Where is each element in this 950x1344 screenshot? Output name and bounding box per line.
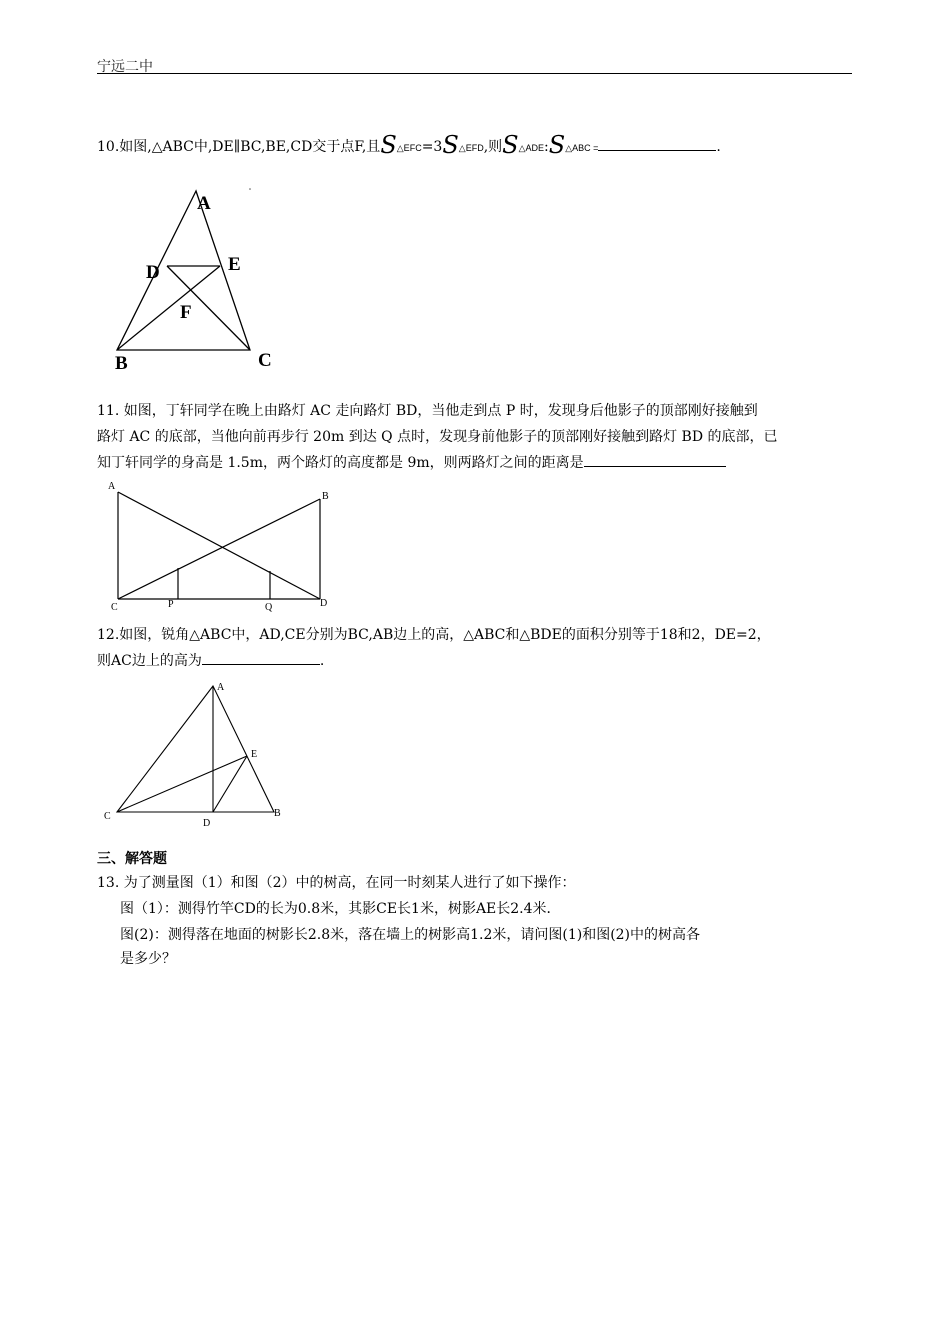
question-12-line-2 [97, 648, 324, 674]
question-10-text [97, 132, 721, 161]
question-11-line-2: 路灯 AC 的底部，当他向前再步行 20m 到达 Q 点时，发现身前他影子的顶部刚好接触到路灯 BD 的底部，已 [97, 429, 778, 445]
q10-lead: 10.如图,△ABC中,DE∥BC,BE,CD交于点F,且 [97, 139, 381, 155]
q12-answer-blank[interactable] [202, 650, 320, 665]
q12-label-b: B [274, 808, 281, 819]
q12-tail: . [319, 653, 325, 669]
q11-label-q: Q [265, 602, 273, 613]
q10-area-symbol: S [442, 131, 459, 159]
q10-area-symbol: S [502, 131, 519, 159]
q11-figure [100, 476, 340, 616]
question-11-line-3 [97, 450, 726, 476]
q12-label-c: C [104, 811, 111, 822]
q12-figure [100, 676, 300, 834]
q10-sub-efc: △EFC [396, 143, 422, 153]
q10-label-f: F [180, 302, 192, 323]
q10-sub-efd: △EFD [458, 143, 484, 153]
q10-eq: = [590, 143, 599, 153]
q10-label-d: D [146, 262, 160, 283]
q11-label-c: C [111, 602, 118, 613]
q12-label-e: E [251, 749, 258, 760]
q10-sub-ade: △ADE [518, 143, 545, 153]
q10-area-symbol: S [548, 131, 566, 159]
question-13-line-3: 图(2)：测得落在地面的树影长2.8米，落在墙上的树影高1.2米，请问图(1)和图(2)中的树高各 [120, 927, 701, 943]
q10-answer-blank[interactable] [598, 136, 716, 151]
q12-label-a: A [217, 682, 225, 693]
q10-colon: : [544, 139, 549, 155]
header-rule [97, 73, 852, 74]
question-13-line-4: 是多少？ [120, 951, 176, 967]
question-11-line-1: 11. 如图，丁轩同学在晚上由路灯 AC 走向路灯 BD，当他走到点 P 时，发现身后他影子的顶部刚好接触到 [97, 403, 758, 419]
q10-label-e: E [228, 254, 241, 275]
question-12-line-1: 12.如图，锐角△ABC中，AD,CE分别为BC,AB边上的高，△ABC和△BDE的面积分别等于18和2，DE=2， [97, 627, 771, 643]
q10-sub-abc: △ABC [565, 143, 591, 153]
header-school: 宁远二中 [97, 59, 153, 75]
question-13-line-1: 13. 为了测量图（1）和图（2）中的树高，在同一时刻某人进行了如下操作： [97, 875, 576, 891]
q11-label-b: B [322, 491, 329, 502]
q11-answer-blank[interactable] [584, 452, 726, 467]
q11-label-d: D [320, 598, 328, 609]
section-title: 三、解答题 [97, 851, 167, 867]
q11-label-p: P [168, 599, 174, 610]
q10-label-c: C [258, 350, 272, 371]
q12-line-2-text: 则AC边上的高为 [97, 653, 202, 669]
q10-eq3: =3 [421, 139, 443, 155]
q12-label-d: D [203, 818, 211, 829]
q11-label-a: A [108, 481, 116, 492]
question-13-line-2: 图（1）：测得竹竿CD的长为0.8米，其影CE长1米，树影AE长2.4米． [120, 901, 561, 917]
q10-mid: ,则 [483, 139, 503, 155]
q10-area-symbol: S [380, 131, 397, 159]
q10-tail: . [716, 139, 721, 155]
q10-label-b: B [115, 353, 128, 374]
q10-figure [100, 180, 290, 380]
q10-label-a: A [197, 193, 211, 214]
q11-line-3-text: 知丁轩同学的身高是 1.5m，两个路灯的高度都是 9m，则两路灯之间的距离是 [97, 455, 584, 471]
